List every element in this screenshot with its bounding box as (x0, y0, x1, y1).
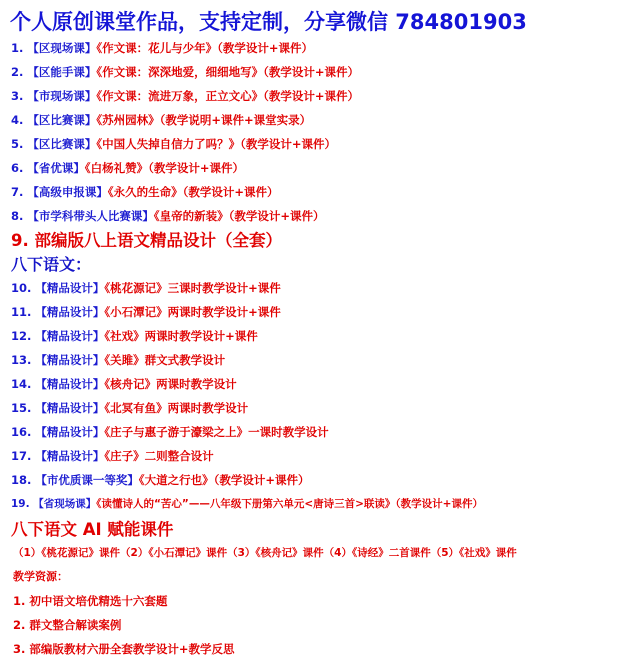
list-item (11, 111, 311, 129)
resources-label: 教学资源： (13, 570, 68, 583)
resource-item: 1. 初中语文培优精选十六套题 (13, 594, 168, 608)
item-number: 5. (11, 137, 24, 151)
item-text: 《作文课：深深地爱，细细地写》（教学设计+课件） (96, 65, 360, 79)
item-text: 《庄子》二则整合设计 (104, 449, 214, 463)
item-tag: 【区能手课】 (27, 65, 97, 79)
ai-course-list: （1）《桃花源记》课件（2）《小石潭记》课件（3）《核舟记》课件（4）《诗经》二首课件（5）《社戏》课件 (13, 547, 517, 559)
item-number: 6. (11, 161, 24, 175)
item-text: 《中国人失掉自信力了吗？》（教学设计+课件） (96, 137, 337, 151)
item-number: 1. (11, 41, 24, 55)
item-tag: 【精品设计】 (35, 305, 105, 319)
item-tag: 【精品设计】 (35, 377, 105, 391)
item-text: 《关雎》群文式教学设计 (104, 353, 226, 367)
item-tag: 【精品设计】 (35, 449, 105, 463)
list-item (11, 135, 336, 153)
list-item (11, 351, 225, 369)
list-item (11, 39, 313, 57)
list-item (11, 471, 310, 489)
item-tag: 【市优质课一等奖】 (35, 473, 139, 487)
list-item (11, 327, 258, 345)
ai-heading: 八下语文 AI 赋能课件 (11, 520, 174, 539)
item-text: 《大道之行也》（教学设计+课件） (138, 473, 310, 487)
item-text: 《桃花源记》三课时教学设计+课件 (104, 281, 281, 295)
grade-heading: 八下语文： (11, 255, 92, 274)
list-item (11, 303, 281, 321)
page-title: 个人原创课堂作品，支持定制，分享微信 784801903 (10, 10, 527, 34)
item-number: 11. (11, 305, 32, 319)
item-tag: 【精品设计】 (35, 401, 105, 415)
item-number: 16. (11, 425, 32, 439)
item-text: 《作文课：花儿与少年》（教学设计+课件） (96, 41, 314, 55)
item-text: 《永久的生命》（教学设计+课件） (107, 185, 279, 199)
list-item (11, 207, 325, 225)
item-number: 7. (11, 185, 24, 199)
item-number: 17. (11, 449, 32, 463)
item-tag: 【区比赛课】 (27, 137, 97, 151)
list-item (11, 375, 237, 393)
list-item (11, 399, 248, 417)
item-number: 2. (11, 65, 24, 79)
item-text: 《北冥有鱼》两课时教学设计 (104, 401, 249, 415)
list-item (11, 183, 279, 201)
item-number: 13. (11, 353, 32, 367)
item-number: 3. (11, 89, 24, 103)
resource-item: 2. 群文整合解读案例 (13, 618, 122, 632)
item-tag: 【精品设计】 (35, 353, 105, 367)
item-text: 《读懂诗人的“苦心”——八年级下册第六单元<唐诗三首>联读》（教学设计+课件） (96, 498, 483, 510)
item-text: 《作文课：流进万象，正立文心》（教学设计+课件） (96, 89, 360, 103)
item-tag: 【精品设计】 (35, 281, 105, 295)
item-tag: 【市学科带头人比赛课】 (27, 209, 154, 223)
item-number: 14. (11, 377, 32, 391)
item-text: 《小石潭记》两课时教学设计+课件 (104, 305, 281, 319)
item-number: 18. (11, 473, 32, 487)
item-number: 4. (11, 113, 24, 127)
item-number: 8. (11, 209, 24, 223)
list-item (11, 495, 483, 513)
item-tag: 【区现场课】 (27, 41, 97, 55)
item-tag: 【精品设计】 (35, 329, 105, 343)
item-text: 《苏州园林》（教学说明+课件+课堂实录） (96, 113, 312, 127)
resource-item: 3. 部编版教材六册全套教学设计+教学反思 (13, 642, 235, 656)
item-text: 《皇帝的新装》（教学设计+课件） (153, 209, 325, 223)
item-number: 12. (11, 329, 32, 343)
item-tag: 【区比赛课】 (27, 113, 97, 127)
list-item (11, 159, 244, 177)
item-text: 《庄子与惠子游于濠梁之上》一课时教学设计 (104, 425, 329, 439)
item-text: 《白杨礼赞》（教学设计+课件） (84, 161, 245, 175)
item-text: 《核舟记》两课时教学设计 (104, 377, 237, 391)
item-tag: 【高级申报课】 (27, 185, 108, 199)
item-text: 《社戏》两课时教学设计+课件 (104, 329, 258, 343)
list-item (11, 423, 329, 441)
item-tag: 【市现场课】 (27, 89, 97, 103)
item-tag: 【省现场课】 (33, 498, 97, 510)
list-item (11, 279, 281, 297)
list-item (11, 87, 359, 105)
item-number: 10. (11, 281, 32, 295)
list-item (11, 447, 214, 465)
item-number: 19. (11, 498, 30, 510)
list-item (11, 63, 359, 81)
item-tag: 【精品设计】 (35, 425, 105, 439)
item-tag: 【省优课】 (27, 161, 85, 175)
set-heading: 9. 部编版八上语文精品设计（全套） (11, 231, 282, 250)
item-number: 15. (11, 401, 32, 415)
